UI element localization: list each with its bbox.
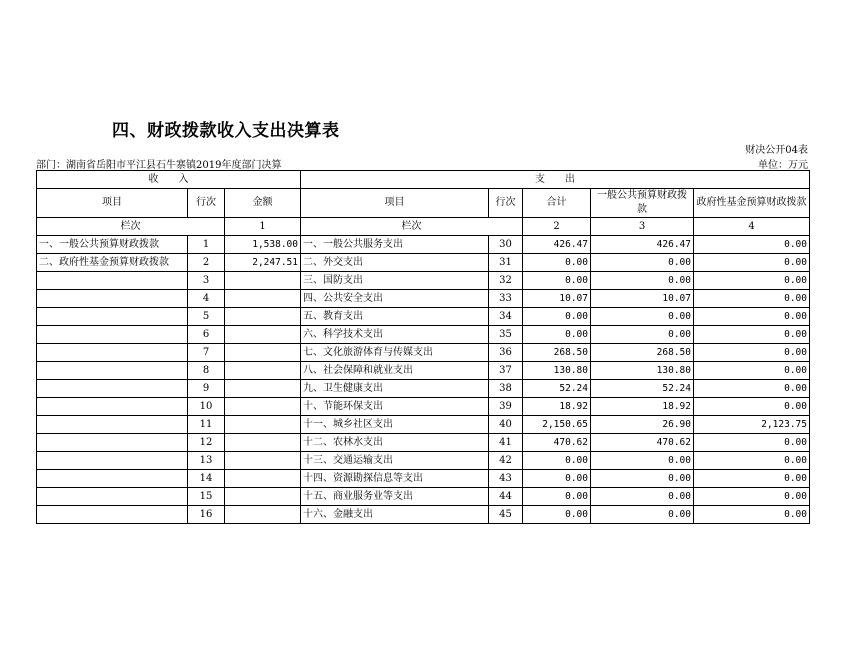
header-item: 项目 [37,189,188,218]
expense-line: 39 [489,398,523,416]
table-row [37,308,810,326]
table-row [37,452,810,470]
expense-fund: 0.00 [694,506,810,524]
expense-line: 33 [489,290,523,308]
income-item: 二、政府性基金预算财政拨款 [37,254,188,272]
expense-item: 二、外交支出 [301,254,489,272]
expense-general: 0.00 [591,488,694,506]
department-label: 部门：湖南省岳阳市平江县石牛寨镇2019年度部门决算 [36,160,282,171]
expense-general: 426.47 [591,236,694,254]
income-line: 9 [188,380,225,398]
income-item [37,506,188,524]
expense-general: 18.92 [591,398,694,416]
expense-line: 35 [489,326,523,344]
expense-total: 0.00 [523,326,591,344]
table-row [37,236,810,254]
expense-total: 0.00 [523,506,591,524]
expense-item: 一、一般公共服务支出 [301,236,489,254]
expense-total: 0.00 [523,488,591,506]
expense-total: 130.80 [523,362,591,380]
income-line: 13 [188,452,225,470]
expense-fund: 2,123.75 [694,416,810,434]
income-amount [225,488,301,506]
income-line: 10 [188,398,225,416]
section-row [37,171,810,189]
income-amount [225,344,301,362]
table-row [37,380,810,398]
expense-general: 10.07 [591,290,694,308]
col-label-left: 栏次 [37,218,225,236]
expense-line: 45 [489,506,523,524]
income-item: 一、一般公共预算财政拨款 [37,236,188,254]
income-line: 11 [188,416,225,434]
income-item [37,416,188,434]
expense-general: 26.90 [591,416,694,434]
income-amount: 1,538.00 [225,236,301,254]
expense-total: 18.92 [523,398,591,416]
expense-line: 40 [489,416,523,434]
income-item [37,470,188,488]
income-item [37,452,188,470]
income-amount [225,308,301,326]
expense-item: 六、科学技术支出 [301,326,489,344]
income-item [37,326,188,344]
expense-fund: 0.00 [694,326,810,344]
header-fund: 政府性基金预算财政拨款 [694,189,810,218]
expense-general: 0.00 [591,254,694,272]
income-line: 15 [188,488,225,506]
header-general: 一般公共预算财政拨款 [591,189,694,218]
income-item [37,272,188,290]
income-line: 7 [188,344,225,362]
expense-general: 0.00 [591,272,694,290]
income-line: 1 [188,236,225,254]
expense-item: 十四、资源勘探信息等支出 [301,470,489,488]
col-num-1: 1 [225,218,301,236]
income-line: 4 [188,290,225,308]
income-line: 12 [188,434,225,452]
header-row [37,189,810,218]
income-line: 2 [188,254,225,272]
table-row [37,326,810,344]
expense-fund: 0.00 [694,290,810,308]
header-amount: 金额 [225,189,301,218]
expense-item: 十、节能环保支出 [301,398,489,416]
header-item2: 项目 [301,189,489,218]
expense-fund: 0.00 [694,452,810,470]
expense-line: 42 [489,452,523,470]
expense-item: 十二、农林水支出 [301,434,489,452]
income-line: 14 [188,470,225,488]
income-item [37,308,188,326]
expense-item: 八、社会保障和就业支出 [301,362,489,380]
expense-fund: 0.00 [694,434,810,452]
expense-line: 37 [489,362,523,380]
table-row [37,416,810,434]
expense-general: 0.00 [591,506,694,524]
expense-item: 十六、金融支出 [301,506,489,524]
col-label-right: 栏次 [301,218,523,236]
column-number-row [37,218,810,236]
expense-fund: 0.00 [694,344,810,362]
expense-fund: 0.00 [694,272,810,290]
expense-fund: 0.00 [694,308,810,326]
expense-total: 0.00 [523,452,591,470]
expense-general: 0.00 [591,452,694,470]
table-code: 财决公开04表 [745,145,808,156]
expense-total: 0.00 [523,470,591,488]
expense-general: 470.62 [591,434,694,452]
expense-total: 268.50 [523,344,591,362]
income-item [37,380,188,398]
page-title: 四、财政拨款收入支出决算表 [112,121,340,141]
table-row [37,470,810,488]
expense-line: 36 [489,344,523,362]
income-amount [225,470,301,488]
income-item [37,344,188,362]
expense-line: 41 [489,434,523,452]
expense-line: 31 [489,254,523,272]
expense-item: 三、国防支出 [301,272,489,290]
income-amount [225,326,301,344]
income-line: 6 [188,326,225,344]
income-item [37,398,188,416]
expense-general: 0.00 [591,326,694,344]
table-row [37,290,810,308]
income-amount [225,362,301,380]
expense-item: 十五、商业服务业等支出 [301,488,489,506]
table-row [37,344,810,362]
expense-total: 426.47 [523,236,591,254]
expense-line: 32 [489,272,523,290]
table-row [37,398,810,416]
expense-item: 十三、交通运输支出 [301,452,489,470]
expense-item: 十一、城乡社区支出 [301,416,489,434]
expense-total: 0.00 [523,272,591,290]
header-line: 行次 [188,189,225,218]
table-row [37,434,810,452]
col-num-2: 2 [523,218,591,236]
expense-total: 0.00 [523,254,591,272]
income-amount [225,416,301,434]
expense-fund: 0.00 [694,380,810,398]
income-amount [225,398,301,416]
expense-line: 30 [489,236,523,254]
income-section-header: 收 入 [37,171,301,189]
expense-total: 2,150.65 [523,416,591,434]
expense-section-header: 支 出 [301,171,810,189]
expense-line: 44 [489,488,523,506]
income-item [37,362,188,380]
expense-general: 0.00 [591,308,694,326]
income-amount [225,506,301,524]
expense-total: 10.07 [523,290,591,308]
expense-line: 43 [489,470,523,488]
table-row [37,506,810,524]
header-line2: 行次 [489,189,523,218]
expense-general: 268.50 [591,344,694,362]
expense-general: 52.24 [591,380,694,398]
expense-general: 130.80 [591,362,694,380]
income-line: 5 [188,308,225,326]
unit-label: 单位：万元 [758,160,808,171]
expense-fund: 0.00 [694,236,810,254]
expense-general: 0.00 [591,470,694,488]
col-num-3: 3 [591,218,694,236]
income-amount [225,272,301,290]
table-row [37,254,810,272]
expense-fund: 0.00 [694,470,810,488]
income-item [37,488,188,506]
income-line: 3 [188,272,225,290]
expense-line: 38 [489,380,523,398]
expense-line: 34 [489,308,523,326]
table-row [37,362,810,380]
expense-total: 52.24 [523,380,591,398]
expense-total: 0.00 [523,308,591,326]
income-amount [225,452,301,470]
expense-item: 七、文化旅游体育与传媒支出 [301,344,489,362]
income-line: 8 [188,362,225,380]
income-amount [225,380,301,398]
table-row [37,488,810,506]
expense-item: 五、教育支出 [301,308,489,326]
income-amount: 2,247.51 [225,254,301,272]
expense-item: 四、公共安全支出 [301,290,489,308]
expense-fund: 0.00 [694,398,810,416]
expense-fund: 0.00 [694,488,810,506]
income-item [37,290,188,308]
budget-table [36,170,810,524]
income-amount [225,290,301,308]
income-amount [225,434,301,452]
expense-fund: 0.00 [694,362,810,380]
header-total: 合计 [523,189,591,218]
expense-total: 470.62 [523,434,591,452]
col-num-4: 4 [694,218,810,236]
income-item [37,434,188,452]
expense-fund: 0.00 [694,254,810,272]
table-row [37,272,810,290]
expense-item: 九、卫生健康支出 [301,380,489,398]
income-line: 16 [188,506,225,524]
